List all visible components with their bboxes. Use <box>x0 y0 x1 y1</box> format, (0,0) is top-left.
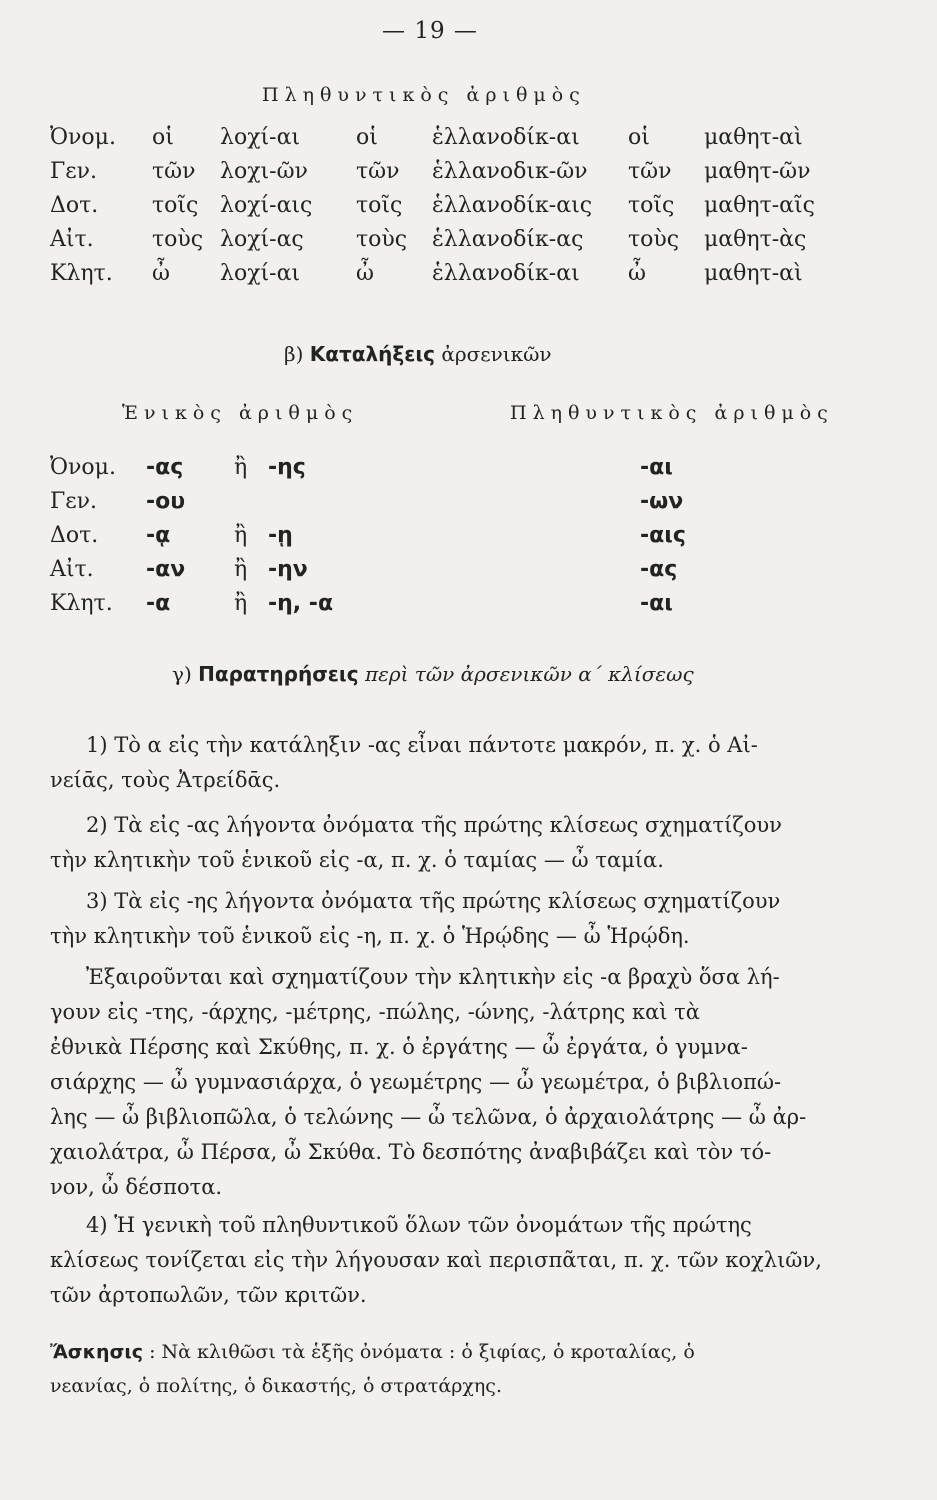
singular-ending: -α <box>146 591 171 616</box>
case-label: Γεν. <box>50 159 98 184</box>
article: τοῖς <box>628 193 675 218</box>
section-c-rest: περὶ τῶν ἀρσενικῶν α΄ κλίσεως <box>364 662 694 686</box>
singular-ending: -ας <box>146 455 184 480</box>
text-line: χαιολάτρα, ὦ Πέρσα, ὦ Σκύθα. Τὸ δεσπότης ἀναβιβάζει καὶ τὸν τό- <box>50 1140 772 1164</box>
text-line: Ἐξαιροῦνται καὶ σχηματίζουν τὴν κλητικὴν εἰς -α βραχὺ ὅσα λή- <box>86 965 780 989</box>
article: οἱ <box>152 125 174 150</box>
plural-ending: -αις <box>640 523 686 548</box>
word-form: λοχί-αι <box>220 261 301 286</box>
word-form: λοχί-αι <box>220 125 301 150</box>
section-b-bold: Καταλήξεις <box>309 342 435 366</box>
paragraph-3 <box>50 884 850 954</box>
article: ὦ <box>152 261 170 286</box>
singular-ending-alt: -ην <box>268 557 308 582</box>
plural-ending: -αι <box>640 455 673 480</box>
singular-ending-alt: -ης <box>268 455 306 480</box>
section-b-prefix: β) <box>284 342 304 366</box>
text-line: τὴν κλητικὴν τοῦ ἑνικοῦ εἰς -η, π. χ. ὁ Ἡρῴδης — ὦ Ἡρῴδη. <box>50 924 690 948</box>
word-form: μαθητ-αὶ <box>704 125 803 150</box>
article: ὦ <box>356 261 374 286</box>
plural-ending: -ων <box>640 489 684 514</box>
word-form: μαθητ-ῶν <box>704 159 811 184</box>
or-word: ἢ <box>234 523 248 548</box>
text-line: τῶν ἀρτοπωλῶν, τῶν κριτῶν. <box>50 1283 367 1307</box>
word-form: ἑλλανοδίκ-αι <box>432 125 580 150</box>
singular-number-heading: Ἑνικὸς ἀριθμὸς <box>122 402 359 424</box>
article: τοὺς <box>628 227 680 252</box>
singular-ending-alt: -η, -α <box>268 591 334 616</box>
text-line: σιάρχης — ὦ γυμνασιάρχα, ὁ γεωμέτρης — ὦ γεωμέτρα, ὁ βιβλιοπώ- <box>50 1070 782 1094</box>
article: τῶν <box>628 159 672 184</box>
word-form: μαθητ-ὰς <box>704 227 807 252</box>
singular-ending: -ου <box>146 489 186 514</box>
case-label: Δοτ. <box>50 193 99 218</box>
article: οἱ <box>628 125 650 150</box>
case-label: Αἰτ. <box>50 557 94 582</box>
article: τῶν <box>152 159 196 184</box>
text-line: γουν εἰς -της, -άρχης, -μέτρης, -πώλης, -ώνης, -λάτρης καὶ τὰ <box>50 1000 700 1024</box>
text-line: 4) Ἡ γενικὴ τοῦ πληθυντικοῦ ὅλων τῶν ὀνομάτων τῆς πρώτης <box>86 1213 752 1237</box>
word-form: ἑλλανοδίκ-αις <box>432 193 593 218</box>
text-line: κλίσεως τονίζεται εἰς τὴν λήγουσαν καὶ περισπᾶται, π. χ. τῶν κοχλιῶν, <box>50 1248 822 1272</box>
case-label: Κλητ. <box>50 261 113 286</box>
article: οἱ <box>356 125 378 150</box>
text-line: ἐθνικὰ Πέρσης καὶ Σκύθης, π. χ. ὁ ἐργάτης — ὦ ἐργάτα, ὁ γυμνα- <box>50 1035 748 1059</box>
plural-ending: -ας <box>640 557 678 582</box>
article: ὦ <box>628 261 646 286</box>
word-form: ἑλλανοδίκ-αι <box>432 261 580 286</box>
page-number: — 19 — <box>382 18 478 44</box>
text-line: 3) Τὰ εἰς -ης λήγοντα ὀνόματα τῆς πρώτης κλίσεως σχηματίζουν <box>86 889 781 913</box>
word-form: λοχί-ας <box>220 227 304 252</box>
word-form: ἑλλανοδικ-ῶν <box>432 159 588 184</box>
exercise-line <box>50 1335 850 1369</box>
case-label: Αἰτ. <box>50 227 94 252</box>
or-word: ἢ <box>234 455 248 480</box>
plural-number-heading: Πληθυντικὸς ἀριθμὸς <box>262 84 586 106</box>
word-form: λοχί-αις <box>220 193 313 218</box>
exercise-text-1: : Νὰ κλιθῶσι τὰ ἑξῆς ὀνόματα : ὁ ξιφίας, ὁ κροταλίας, ὁ <box>149 1341 695 1363</box>
section-c-prefix: γ) <box>172 662 192 686</box>
paragraph-5 <box>50 1208 850 1313</box>
paragraph-2 <box>50 808 850 878</box>
plural-number-heading-2: Πληθυντικὸς ἀριθμὸς <box>510 402 834 424</box>
word-form: ἑλλανοδίκ-ας <box>432 227 584 252</box>
article: τοὺς <box>356 227 408 252</box>
text-line: λης — ὦ βιβλιοπῶλα, ὁ τελώνης — ὦ τελῶνα, ὁ ἀρχαιολάτρης — ὦ ἀρ- <box>50 1105 807 1129</box>
word-form: μαθητ-αὶ <box>704 261 803 286</box>
plural-ending: -αι <box>640 591 673 616</box>
exercise-label: Ἄσκησις <box>50 1341 144 1363</box>
case-label: Κλητ. <box>50 591 113 616</box>
case-label: Ὀνομ. <box>50 125 116 150</box>
text-line: νείᾱς, τοὺς Ἀτρείδᾱς. <box>50 768 281 792</box>
paragraph-4 <box>50 960 850 1205</box>
case-label: Ὀνομ. <box>50 455 116 480</box>
article: τοὺς <box>152 227 204 252</box>
exercise-text-2: νεανίας, ὁ πολίτης, ὁ δικαστής, ὁ στρατάρχης. <box>50 1375 502 1397</box>
singular-ending: -αν <box>146 557 186 582</box>
word-form: λοχι-ῶν <box>220 159 308 184</box>
article: τῶν <box>356 159 400 184</box>
singular-ending: -ᾳ <box>146 523 171 548</box>
text-line: 1) Τὸ α εἰς τὴν κατάληξιν -ας εἶναι πάντοτε μακρόν, π. χ. ὁ Αἰ- <box>86 733 758 757</box>
word-form: μαθητ-αῖς <box>704 193 815 218</box>
text-line: τὴν κλητικὴν τοῦ ἑνικοῦ εἰς -α, π. χ. ὁ ταμίας — ὦ ταμία. <box>50 848 664 872</box>
case-label: Γεν. <box>50 489 98 514</box>
article: τοῖς <box>152 193 199 218</box>
section-c-bold: Παρατηρήσεις <box>198 662 359 686</box>
section-c-heading <box>172 662 694 686</box>
case-label: Δοτ. <box>50 523 99 548</box>
or-word: ἢ <box>234 557 248 582</box>
section-b-rest: ἀρσενικῶν <box>441 342 552 366</box>
text-line: νον, ὦ δέσποτα. <box>50 1175 223 1199</box>
exercise <box>50 1335 850 1403</box>
paragraph-1 <box>50 728 850 798</box>
section-b-heading <box>284 342 552 366</box>
text-line: 2) Τὰ εἰς -ας λήγοντα ὀνόματα τῆς πρώτης κλίσεως σχηματίζουν <box>86 813 782 837</box>
singular-ending-alt: -ῃ <box>268 523 293 548</box>
or-word: ἢ <box>234 591 248 616</box>
article: τοῖς <box>356 193 403 218</box>
